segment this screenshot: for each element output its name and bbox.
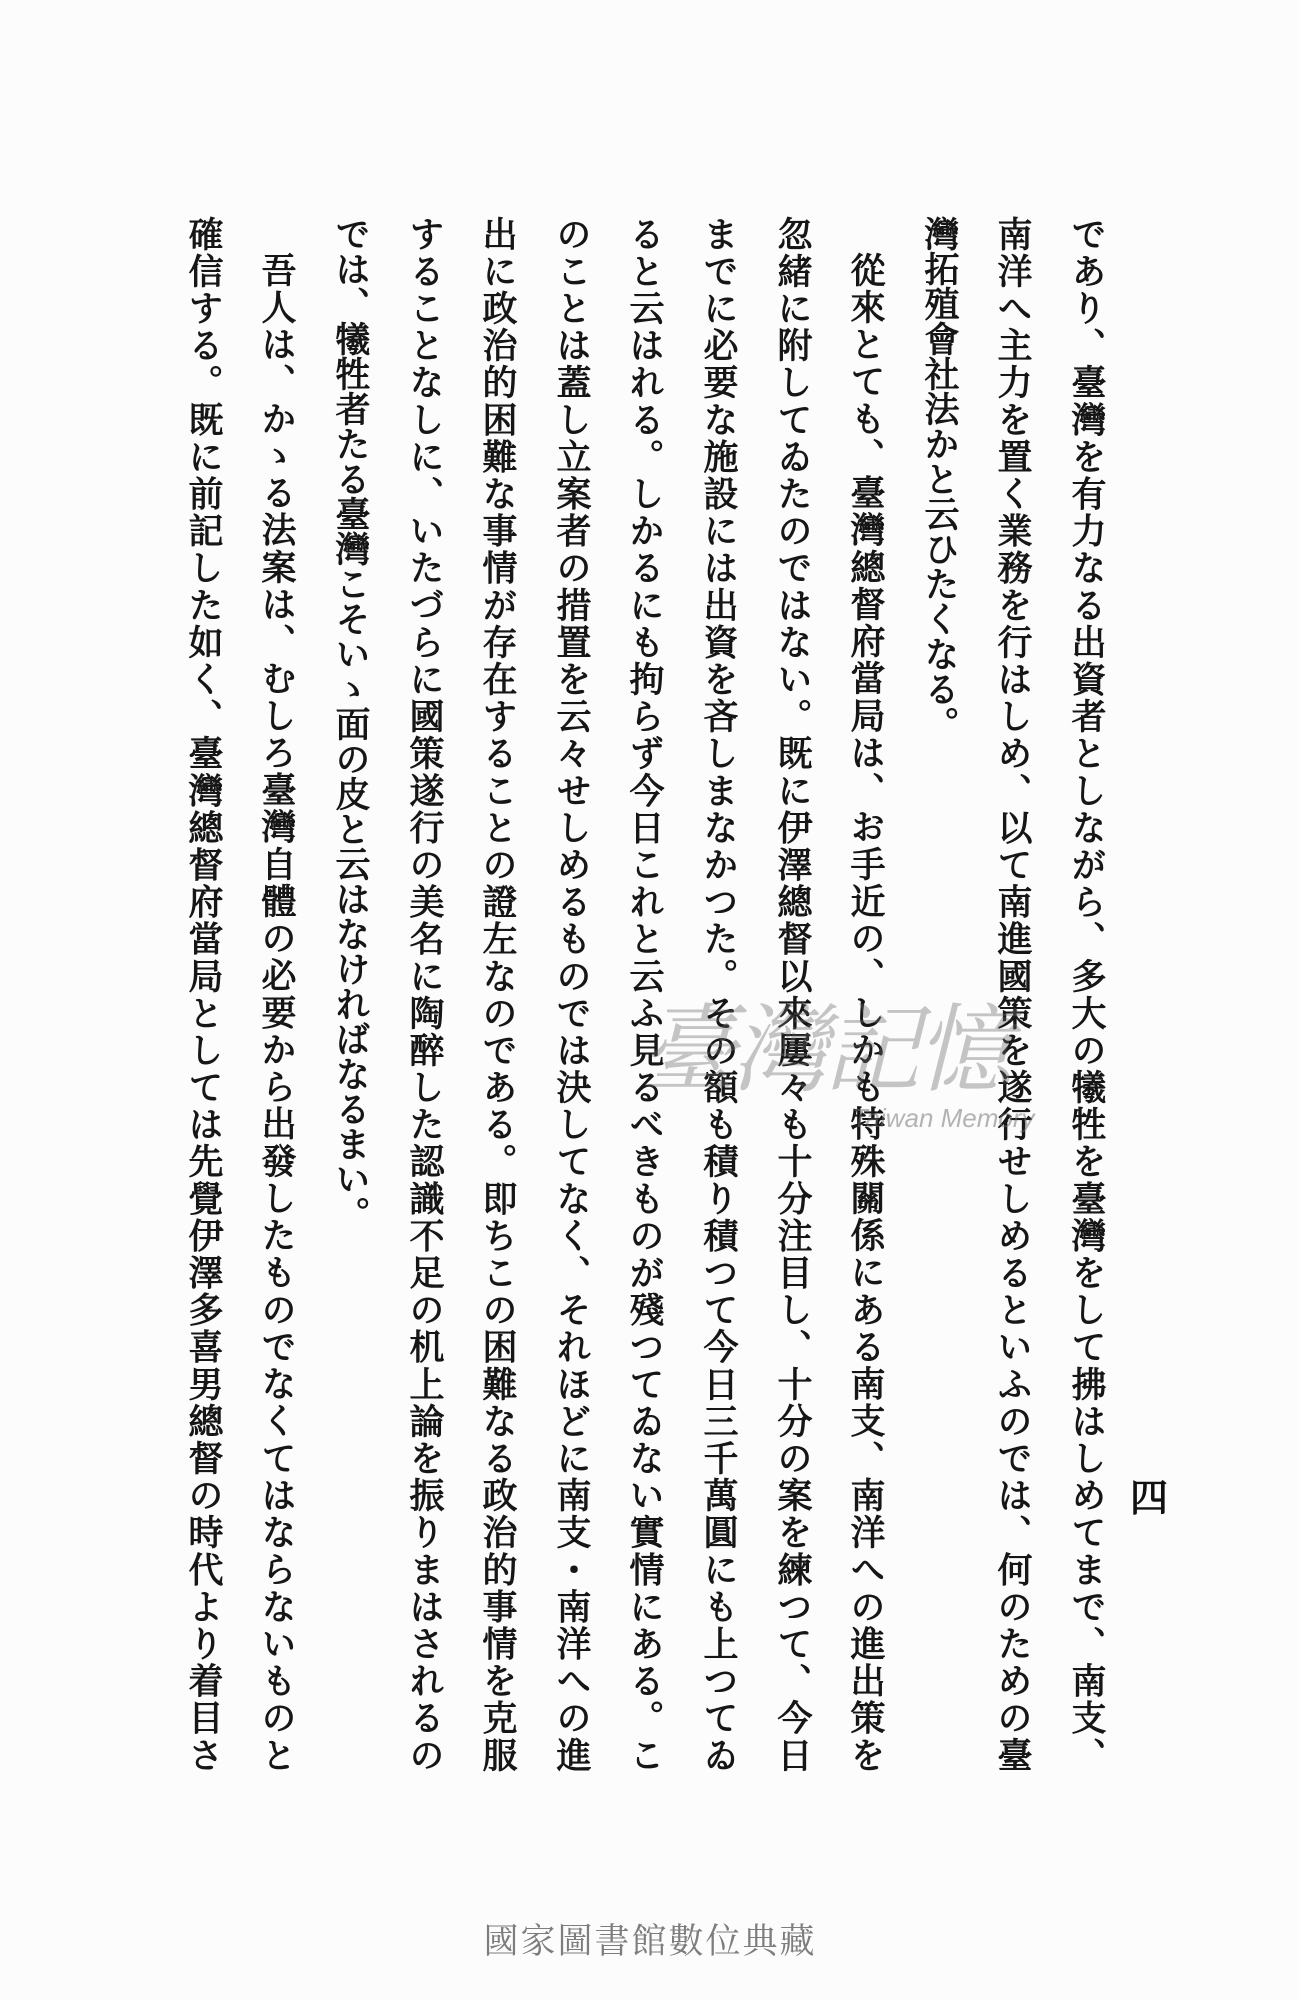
text-column: 南洋へ主力を置く業務を行はしめ、以て南進國策を遂行せしめるといふのでは、何のための臺 (992, 216, 1033, 1772)
footer-credit: 國家圖書館數位典藏 (483, 1922, 817, 1962)
text-column: では、犧牲者たる臺灣こそいゝ面の皮と云はなければなるまい。 (330, 216, 371, 1231)
text-column: 出に政治的困難な事情が存在することの證左なのである。即ちこの困難なる政治的事情を克服 (477, 216, 518, 1772)
text-column: することなしに、いたづらに國策遂行の美名に陶醉した認識不足の机上論を振りまはされるの (404, 216, 445, 1772)
text-column: ると云はれる。しかるにも拘らず今日これと云ふ見るべきものが殘つてゐない實情にある。こ (624, 216, 665, 1772)
text-column-paragraph-start: 吾人は、かゝる法案は、むしろ臺灣自體の必要から出發したものでなくてはならないものと (256, 252, 297, 1772)
text-column-paragraph-start: 從來とても、臺灣總督府當局は、お手近の、しかも特殊關係にある南支、南洋への進出策を (845, 252, 886, 1772)
page-number: 四 (1130, 1475, 1169, 1520)
text-column: のことは蓋し立案者の措置を云々せしめるものでは決してなく、それほどに南支・南洋への進 (551, 216, 592, 1772)
text-column: までに必要な施設には出資を吝しまなかつた。その額も積り積つて今日三千萬圓にも上つてゐ (698, 216, 739, 1772)
text-column: 忽緒に附してゐたのではない。既に伊澤總督以來屢々も十分注目し、十分の案を練つて、今日 (772, 216, 813, 1772)
watermark-title: 臺灣記憶 (640, 994, 1008, 1106)
text-column: 確信する。既に前記した如く、臺灣總督府當局としては先覺伊澤多喜男總督の時代より着目さ (183, 216, 224, 1772)
text-column: であり、臺灣を有力なる出資者としながら、多大の犧牲を臺灣をして拂はしめてまで、南支、 (1066, 216, 1107, 1772)
watermark-subtitle: Taiwan Memory (852, 1103, 1035, 1133)
text-column: 灣拓殖會社法かと云ひたくなる。 (919, 216, 960, 741)
